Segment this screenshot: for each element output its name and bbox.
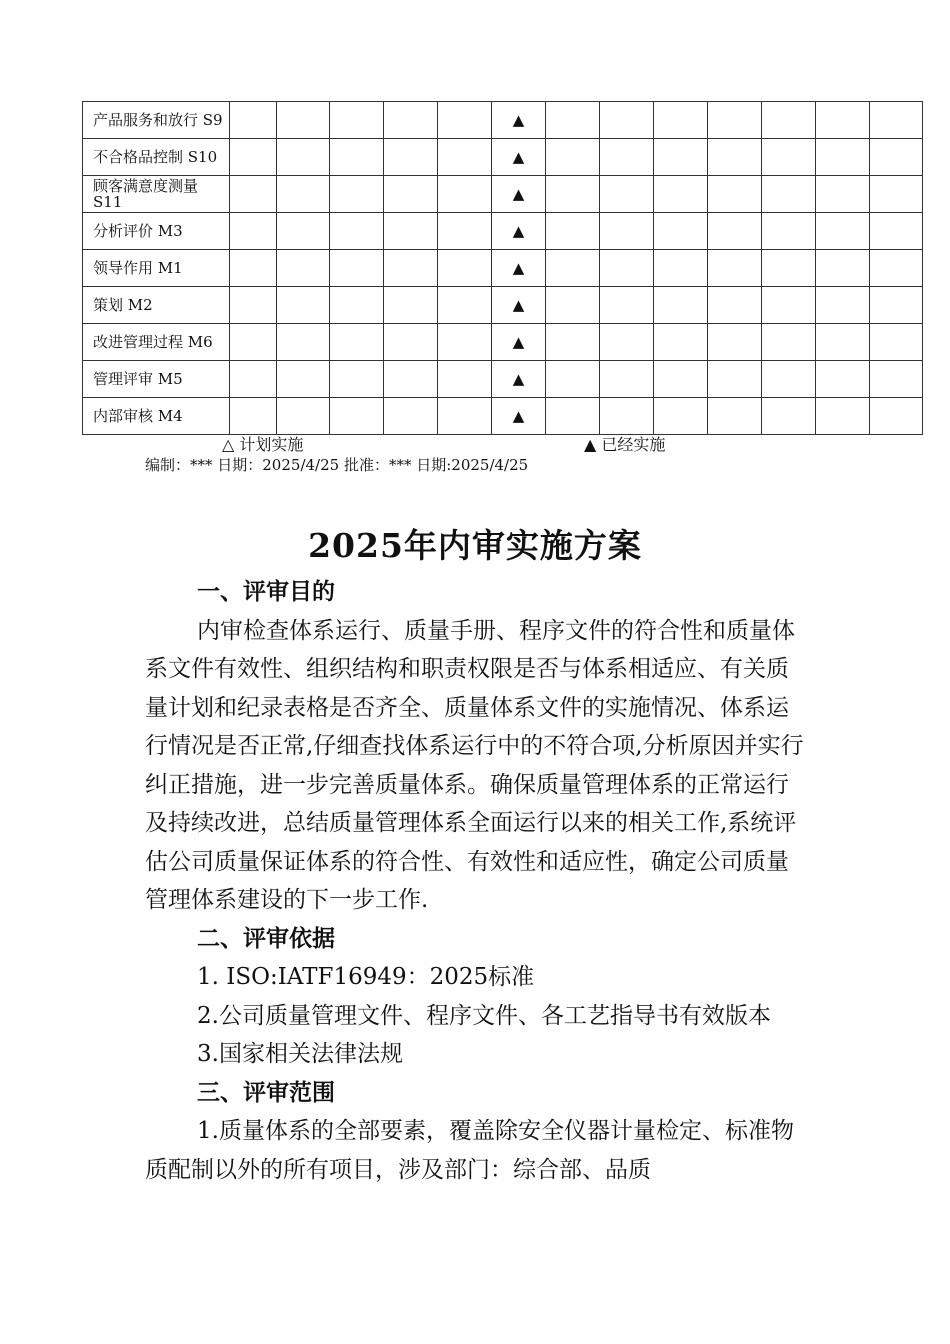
schedule-cell <box>438 361 492 398</box>
paragraph-purpose: 内审检查体系运行、质量手册、程序文件的符合性和质量体系文件有效性、组织结构和职责权限是否与体系相适应、有关质量计划和纪录表格是否齐全、质量体系文件的实施情况、体系运行情况是否正常,仔细查找体系运行中的不符合项,分析原因并实行纠正措施，进一步完善质量体系。确保质量管理体系的正常运行及持续改进，总结质量管理体系全面运行以来的相关工作,系统评估公司质量保证体系的符合性、有效性和适应性，确定公司质量管理体系建设的下一步工作. <box>145 617 804 913</box>
schedule-cell <box>600 287 654 324</box>
schedule-cell <box>230 324 277 361</box>
schedule-cell <box>654 324 708 361</box>
process-name: 顾客满意度测量 S11 <box>83 176 230 213</box>
table-row <box>83 250 923 287</box>
schedule-cell <box>816 398 870 435</box>
schedule-cell <box>330 250 384 287</box>
audit-schedule-table <box>82 101 923 435</box>
schedule-cell <box>384 324 438 361</box>
schedule-cell <box>277 250 330 287</box>
schedule-cell <box>870 250 923 287</box>
schedule-cell <box>816 213 870 250</box>
section-heading-purpose: 一、评审目的 <box>197 579 335 605</box>
schedule-cell <box>330 139 384 176</box>
schedule-cell <box>277 213 330 250</box>
schedule-cell <box>600 250 654 287</box>
schedule-cell: ▲ <box>492 139 546 176</box>
schedule-cell <box>230 398 277 435</box>
schedule-cell <box>230 250 277 287</box>
schedule-cell <box>277 176 330 213</box>
schedule-cell <box>708 176 762 213</box>
schedule-cell <box>438 102 492 139</box>
process-name: 改进管理过程 M6 <box>83 324 230 361</box>
schedule-cell <box>230 213 277 250</box>
basis-item-2: 2.公司质量管理文件、程序文件、各工艺指导书有效版本 <box>197 1002 771 1029</box>
schedule-cell: ▲ <box>492 398 546 435</box>
schedule-cell <box>384 287 438 324</box>
schedule-cell <box>330 213 384 250</box>
schedule-cell <box>762 324 816 361</box>
schedule-cell <box>384 176 438 213</box>
schedule-cell <box>330 287 384 324</box>
schedule-cell <box>438 176 492 213</box>
schedule-cell <box>546 361 600 398</box>
schedule-cell <box>654 213 708 250</box>
schedule-cell <box>870 139 923 176</box>
schedule-cell <box>384 139 438 176</box>
table-row <box>83 287 923 324</box>
process-name: 产品服务和放行 S9 <box>83 102 230 139</box>
scope-item-1: 1.质量体系的全部要素，覆盖除安全仪器计量检定、标准物质配制以外的所有项目，涉及部门：综合部、品质 <box>145 1118 794 1183</box>
schedule-cell <box>762 102 816 139</box>
table-row <box>83 176 923 213</box>
schedule-cell <box>816 176 870 213</box>
schedule-cell <box>600 361 654 398</box>
schedule-cell <box>654 102 708 139</box>
schedule-cell <box>546 213 600 250</box>
schedule-cell <box>384 102 438 139</box>
basis-item-1: 1. ISO:IATF16949：2025标准 <box>197 964 535 990</box>
schedule-cell <box>330 176 384 213</box>
schedule-cell <box>600 213 654 250</box>
schedule-cell <box>277 361 330 398</box>
schedule-cell <box>816 102 870 139</box>
table-row <box>83 398 923 435</box>
schedule-cell <box>870 213 923 250</box>
schedule-cell <box>546 139 600 176</box>
schedule-cell <box>654 398 708 435</box>
schedule-cell <box>438 324 492 361</box>
schedule-cell <box>277 102 330 139</box>
document-body <box>145 573 805 1189</box>
schedule-cell <box>708 324 762 361</box>
process-name: 管理评审 M5 <box>83 361 230 398</box>
schedule-cell <box>438 250 492 287</box>
section-heading-basis: 二、评审依据 <box>197 925 335 952</box>
schedule-cell <box>708 398 762 435</box>
schedule-cell <box>330 102 384 139</box>
schedule-cell <box>277 398 330 435</box>
schedule-cell <box>384 361 438 398</box>
schedule-cell <box>762 176 816 213</box>
page-title: 2025年内审实施方案 <box>308 526 642 565</box>
schedule-cell <box>438 398 492 435</box>
section-heading-scope: 三、评审范围 <box>197 1079 335 1106</box>
schedule-cell <box>870 287 923 324</box>
schedule-cell <box>600 398 654 435</box>
process-name: 不合格品控制 S10 <box>83 139 230 176</box>
schedule-cell: ▲ <box>492 324 546 361</box>
schedule-cell: ▲ <box>492 176 546 213</box>
basis-item-3: 3.国家相关法律法规 <box>197 1041 403 1067</box>
sign-line: 编制：*** 日期：2025/4/25 批准：*** 日期:2025/4/25 <box>145 456 529 474</box>
schedule-cell <box>277 287 330 324</box>
schedule-cell <box>277 139 330 176</box>
schedule-cell <box>600 176 654 213</box>
schedule-cell: ▲ <box>492 250 546 287</box>
schedule-cell <box>708 361 762 398</box>
schedule-cell <box>330 398 384 435</box>
schedule-cell <box>277 324 330 361</box>
schedule-cell: ▲ <box>492 213 546 250</box>
schedule-cell <box>600 139 654 176</box>
schedule-cell <box>708 102 762 139</box>
schedule-cell <box>384 250 438 287</box>
schedule-cell <box>816 361 870 398</box>
schedule-cell <box>546 324 600 361</box>
schedule-cell <box>438 139 492 176</box>
table-row <box>83 324 923 361</box>
schedule-cell <box>708 287 762 324</box>
schedule-cell <box>654 176 708 213</box>
schedule-cell <box>870 398 923 435</box>
schedule-cell <box>870 102 923 139</box>
table-row <box>83 139 923 176</box>
legend-planned: △ 计划实施 <box>222 435 304 454</box>
schedule-cell <box>816 250 870 287</box>
schedule-cell <box>870 324 923 361</box>
table-row <box>83 102 923 139</box>
schedule-cell: ▲ <box>492 287 546 324</box>
schedule-cell: ▲ <box>492 102 546 139</box>
schedule-cell <box>600 324 654 361</box>
schedule-cell <box>762 139 816 176</box>
schedule-cell <box>384 398 438 435</box>
schedule-cell <box>654 361 708 398</box>
schedule-cell <box>600 102 654 139</box>
process-name: 策划 M2 <box>83 287 230 324</box>
schedule-cell: ▲ <box>492 361 546 398</box>
schedule-cell <box>708 213 762 250</box>
schedule-cell <box>654 139 708 176</box>
schedule-cell <box>816 287 870 324</box>
schedule-cell <box>762 213 816 250</box>
schedule-cell <box>870 176 923 213</box>
schedule-cell <box>230 287 277 324</box>
schedule-cell <box>870 361 923 398</box>
schedule-cell <box>546 102 600 139</box>
schedule-cell <box>384 213 438 250</box>
schedule-cell <box>654 250 708 287</box>
schedule-cell <box>230 361 277 398</box>
process-name: 内部审核 M4 <box>83 398 230 435</box>
table-row <box>83 213 923 250</box>
process-name: 分析评价 M3 <box>83 213 230 250</box>
schedule-cell <box>438 213 492 250</box>
schedule-cell <box>654 287 708 324</box>
schedule-cell <box>708 250 762 287</box>
schedule-cell <box>230 102 277 139</box>
schedule-cell <box>816 139 870 176</box>
schedule-cell <box>546 398 600 435</box>
process-name: 领导作用 M1 <box>83 250 230 287</box>
schedule-cell <box>546 176 600 213</box>
schedule-cell <box>230 176 277 213</box>
legend-done: ▲ 已经实施 <box>584 435 666 454</box>
schedule-cell <box>708 139 762 176</box>
schedule-cell <box>330 361 384 398</box>
schedule-cell <box>330 324 384 361</box>
schedule-cell <box>546 287 600 324</box>
schedule-cell <box>230 139 277 176</box>
schedule-cell <box>762 361 816 398</box>
table-row <box>83 361 923 398</box>
schedule-cell <box>762 250 816 287</box>
schedule-cell <box>762 287 816 324</box>
schedule-cell <box>816 324 870 361</box>
schedule-cell <box>762 398 816 435</box>
schedule-cell <box>546 250 600 287</box>
schedule-cell <box>438 287 492 324</box>
